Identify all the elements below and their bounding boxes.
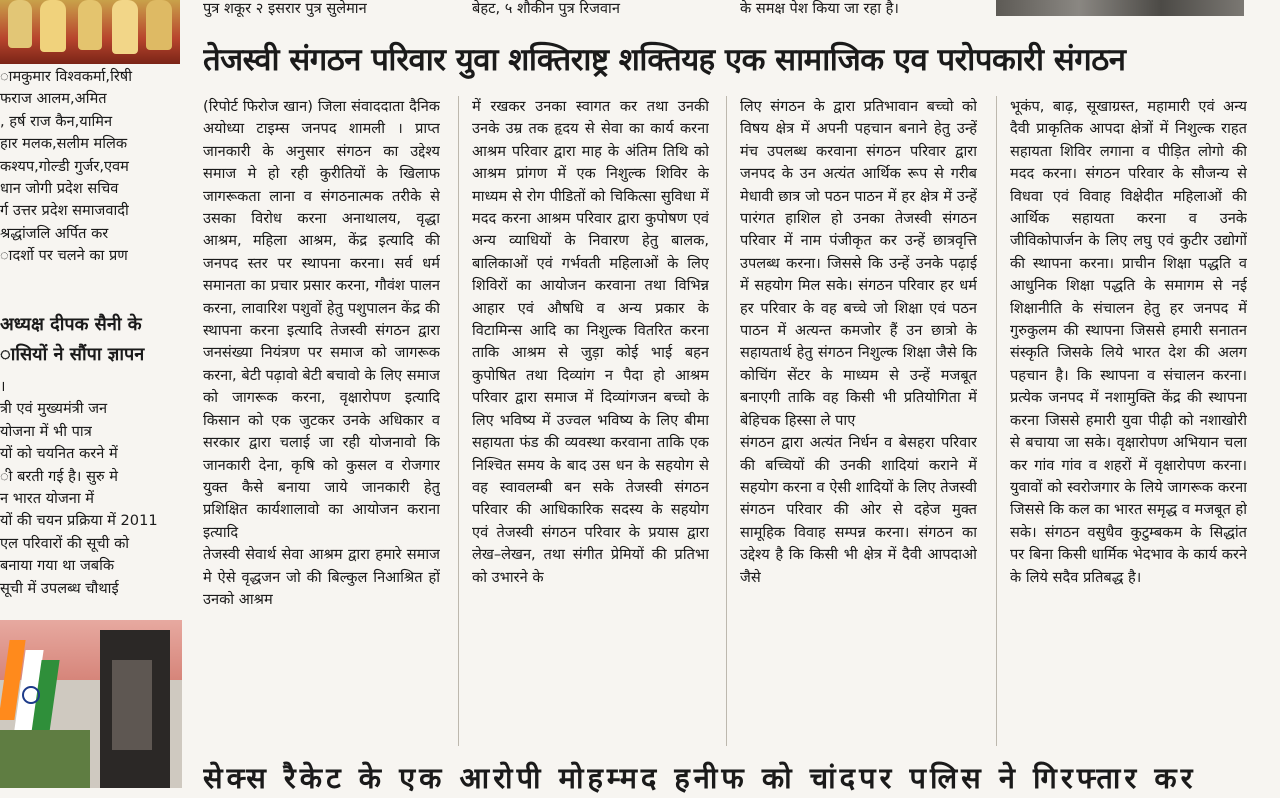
article-column-4 bbox=[1010, 96, 1247, 748]
left-bottom-photo bbox=[0, 620, 182, 788]
left-column-line: बनाया गया था जबकि bbox=[0, 557, 115, 575]
left-column-line: । bbox=[0, 378, 6, 395]
main-headline: तेजस्वी संगठन परिवार युवा शक्तिराष्ट्र शक्तियह एक सामाजिक एव परोपकारी संगठन bbox=[203, 42, 1126, 78]
paragraph: लिए संगठन के द्वारा प्रतिभावान बच्चो को विषय क्षेत्र में अपनी पहचान बनाने हेतु उन्हें मंच उपलब्ध करवाना संगठन परिवार द्वारा जनपद के उन अत्यंत आर्थिक रूप से गरीब मेधावी छात्र जो पठन पाठन में हर क्षेत्र में उन्हें पारंगत हाशिल हो उनका तेजस्वी संगठन परिवार में नाम पंजीकृत कर उन्हें छात्रवृत्ति उपलब्ध करना। जिससे कि उन्हें उनके पढ़ाई में सहयोग मिल सके। संगठन परिवार हर धर्म हर परिवार के वह बच्चे जो शिक्षा एवं पठन पाठन में अत्यन्त कमजोर हैं उन छात्रो के सहायतार्थ हेतु संगठन निशुल्क शिक्षा जैसे कि कोचिंग सेंटर के माध्यम से उन्हें मजबूत बनाएगी ताकि वह किसी भी प्रतियोगिता में बेहिचक हिस्सा ले पाए bbox=[740, 98, 977, 429]
left-column-line: सूची में उपलब्ध चौथाई bbox=[0, 579, 119, 597]
left-column-top bbox=[0, 66, 182, 282]
left-column-line: धान जोगी प्रदेश सचिव bbox=[0, 180, 119, 198]
column-divider bbox=[458, 96, 459, 746]
column-divider bbox=[996, 96, 997, 746]
top-left-photo bbox=[0, 0, 180, 64]
top-strip-text-3: के समक्ष पेश किया जा रहा है। bbox=[740, 0, 899, 17]
top-right-photo bbox=[996, 0, 1244, 16]
left-column-line: यों की चयन प्रक्रिया में 2011 bbox=[0, 512, 158, 530]
left-column-line: कश्यप,गोल्डी गुर्जर,एवम bbox=[0, 157, 129, 175]
column-divider bbox=[726, 96, 727, 746]
top-strip-text-1: पुत्र शकूर २ इसरार पुत्र सुलेमान bbox=[203, 0, 367, 17]
paragraph: में रखकर उनका स्वागत कर तथा उनकी उनके उम्र तक हृदय से सेवा का कार्य करना आश्रम परिवार द्वारा माह के अंतिम तिथि को आश्रम प्रांगण में एक निशुल्क शिविर के माध्यम से रोग पीडितों को चिकित्सा सुविधा में मदद करना आश्रम परिवार द्वारा कुपोषण एवं अन्य व्याधियों के निवारण हेतु बालक, बालिकाओं एवं गर्भवती महिलाओं के लिए शिविरों का आयोजन करवाना तथा विभिन्न आहार एवं औषधि व अन्य प्रकार के विटामिन्स आदि का निशुल्क वितरित करना ताकि आश्रम से जुड़ा कोई भाई बहन कुपोषित तथा दिव्यांग न पैदा हो आश्रम परिवार द्वारा समाज में दिव्यांगजन बच्चो के लिए भविष्य में उज्वल भविष्य के लिए बीमा सहायता फंड की व्यवस्था करवाना ताकि एक निश्चित समय के बाद उस धन के सहयोग से वह स्वावलम्बी बन सके तेजस्वी संगठन परिवार की आधिकारिक सदस्य के सहयोग एवं तेजस्वी संगठन परिवार के प्रयास द्वारा लेख–लेखन, तथा संगीत प्रेमियों की प्रतिभा को उभारने के bbox=[472, 98, 709, 586]
left-column-line: फराज आलम,अमित bbox=[0, 90, 107, 108]
paragraph: संगठन द्वारा अत्यंत निर्धन व बेसहरा परिवार की बच्चियों की उनकी शादियां कराने में सहयोग करना व ऐसी शादियों के लिए तेजस्वी संगठन परिवार की ओर से दहेज मुक्त सामूहिक विवाह सम्पन्न करना। संगठन का उद्देश्य है कि किसी भी क्षेत्र में दैवी आपदाओ जैसे bbox=[740, 434, 977, 586]
top-strip-text-2: बेहट, ५ शौकीन पुत्र रिजवान bbox=[472, 0, 620, 17]
left-column-line: त्री एवं मुख्यमंत्री जन bbox=[0, 400, 108, 418]
article-column-3 bbox=[740, 96, 977, 748]
paragraph: तेजस्वी सेवार्थ सेवा आश्रम द्वारा हमारे समाज मे ऐसे वृद्धजन जो की बिल्कुल निआश्रित हों उनको आश्रम bbox=[203, 546, 440, 608]
left-column-line: ी बरती गई है। सुरु मे bbox=[0, 467, 119, 485]
paragraph: भूकंप, बाढ़, सूखाग्रस्त, महामारी एवं अन्य दैवी प्राकृतिक आपदा क्षेत्रों में निशुल्क राहत सहायता शिविर लगाना व पीड़ित लोगो की मदद करना। संगठन परिवार के सौजन्य से विधवा एवं विवाह विक्षेदीत महिलाओं की आर्थिक सहायता करना व उनके जीविकोपार्जन के लिए लघु एवं कुटीर उद्योगों की स्थापना करना। प्राचीन शिक्षा पद्धति व आधुनिक शिक्षा पद्धति के समागम से नई शिक्षानीति के संचालन हेतु हर जनपद में गुरुकुलम की स्थापना जिससे हमारी सनातन संस्कृति जिसके लिये भारत देश की अलग पहचान है। कि स्थापना व संचालन करना। प्रत्येक जनपद में नशामुक्ति केंद्र की स्थापना करना जिससे हमारी युवा पीढ़ी को नशाखोरी से बचाया जा सके। वृक्षारोपण अभियान चला कर गांव गांव व शहरों में वृक्षारोपण करना। युवावों को स्वरोजगार के लिये जागरूक करना जिससे कि कल का भारत समृद्ध व मजबूत हो सके। संगठन वसुधैव कुटुम्बकम के सिद्धांत पर बिना किसी धार्मिक भेदभाव के कार्य करने के लिये सदैव प्रतिबद्ध है। bbox=[1010, 98, 1247, 586]
left-column-line: , हर्ष राज कैन,यामिन bbox=[0, 112, 113, 130]
left-column-line: यों को चयनित करने में bbox=[0, 445, 118, 463]
bottom-headline: सेक्स रैकेट के एक आरोपी मोहम्मद हनीफ को चांदपर पलिस ने गिरफ्तार कर bbox=[203, 761, 1197, 795]
article-column-1 bbox=[203, 96, 440, 748]
left-subhead-1: अध्यक्ष दीपक सैनी के bbox=[0, 314, 142, 335]
left-column-line: न भारत योजना में bbox=[0, 490, 95, 508]
left-subhead-2: ासियों ने सौंपा ज्ञापन bbox=[0, 344, 145, 365]
left-column-line: ामकुमार विश्वकर्मा,रिषी bbox=[0, 68, 133, 85]
left-column-line: हार मलक,सलीम मलिक bbox=[0, 135, 128, 153]
left-column-line: र्ग उत्तर प्रदेश समाजवादी bbox=[0, 202, 129, 220]
paragraph: (रिपोर्ट फिरोज खान) जिला संवाददाता दैनिक अयोध्या टाइम्स जनपद शामली । प्राप्त जानकारी के अनुसार संगठन का उद्देश्य समाज मे हो रही कुरीतियों के खिलाफ जागरूकता लाना व संगठनात्मक तरीके से उसका विरोध करना अनाथालय, वृद्धा आश्रम, महिला आश्रम, केंद्र इत्यादि की जनपद स्तर पर स्थापना करना। सर्व धर्म समानता का प्रचार प्रसार करना, गौवंश पालन करना, लावारिश पशुवों हेतु पशुपालन केंद्र की स्थापना करना इत्यादि तेजस्वी संगठन द्वारा जनसंख्या नियंत्रण पर समाज को जागरूक करना, बेटी पढ़ावो बेटी बचावो के लिए समाज को जागरूक करना, वृक्षारोपण इत्यादि किसान को एक जुटकर उनके अधिकार व सरकार द्वारा चलाई जा रही योजनावो कि जानकारी देना, कृषि को कुसल व रोजगार युक्त कैसे बनाया जाये जानकारी हेतु प्रशिक्षित कार्यशालावो का आयोजन कराना इत्यादि bbox=[203, 98, 440, 541]
left-column-line: श्रद्धांजलि अर्पित कर bbox=[0, 224, 109, 242]
left-column-line: एल परिवारों की सूची को bbox=[0, 534, 130, 552]
left-column-line: योजना में भी पात्र bbox=[0, 422, 92, 440]
left-column-line: ादर्शो पर चलने का प्रण bbox=[0, 247, 128, 265]
article-column-2 bbox=[472, 96, 709, 748]
left-column-bottom bbox=[0, 376, 182, 612]
